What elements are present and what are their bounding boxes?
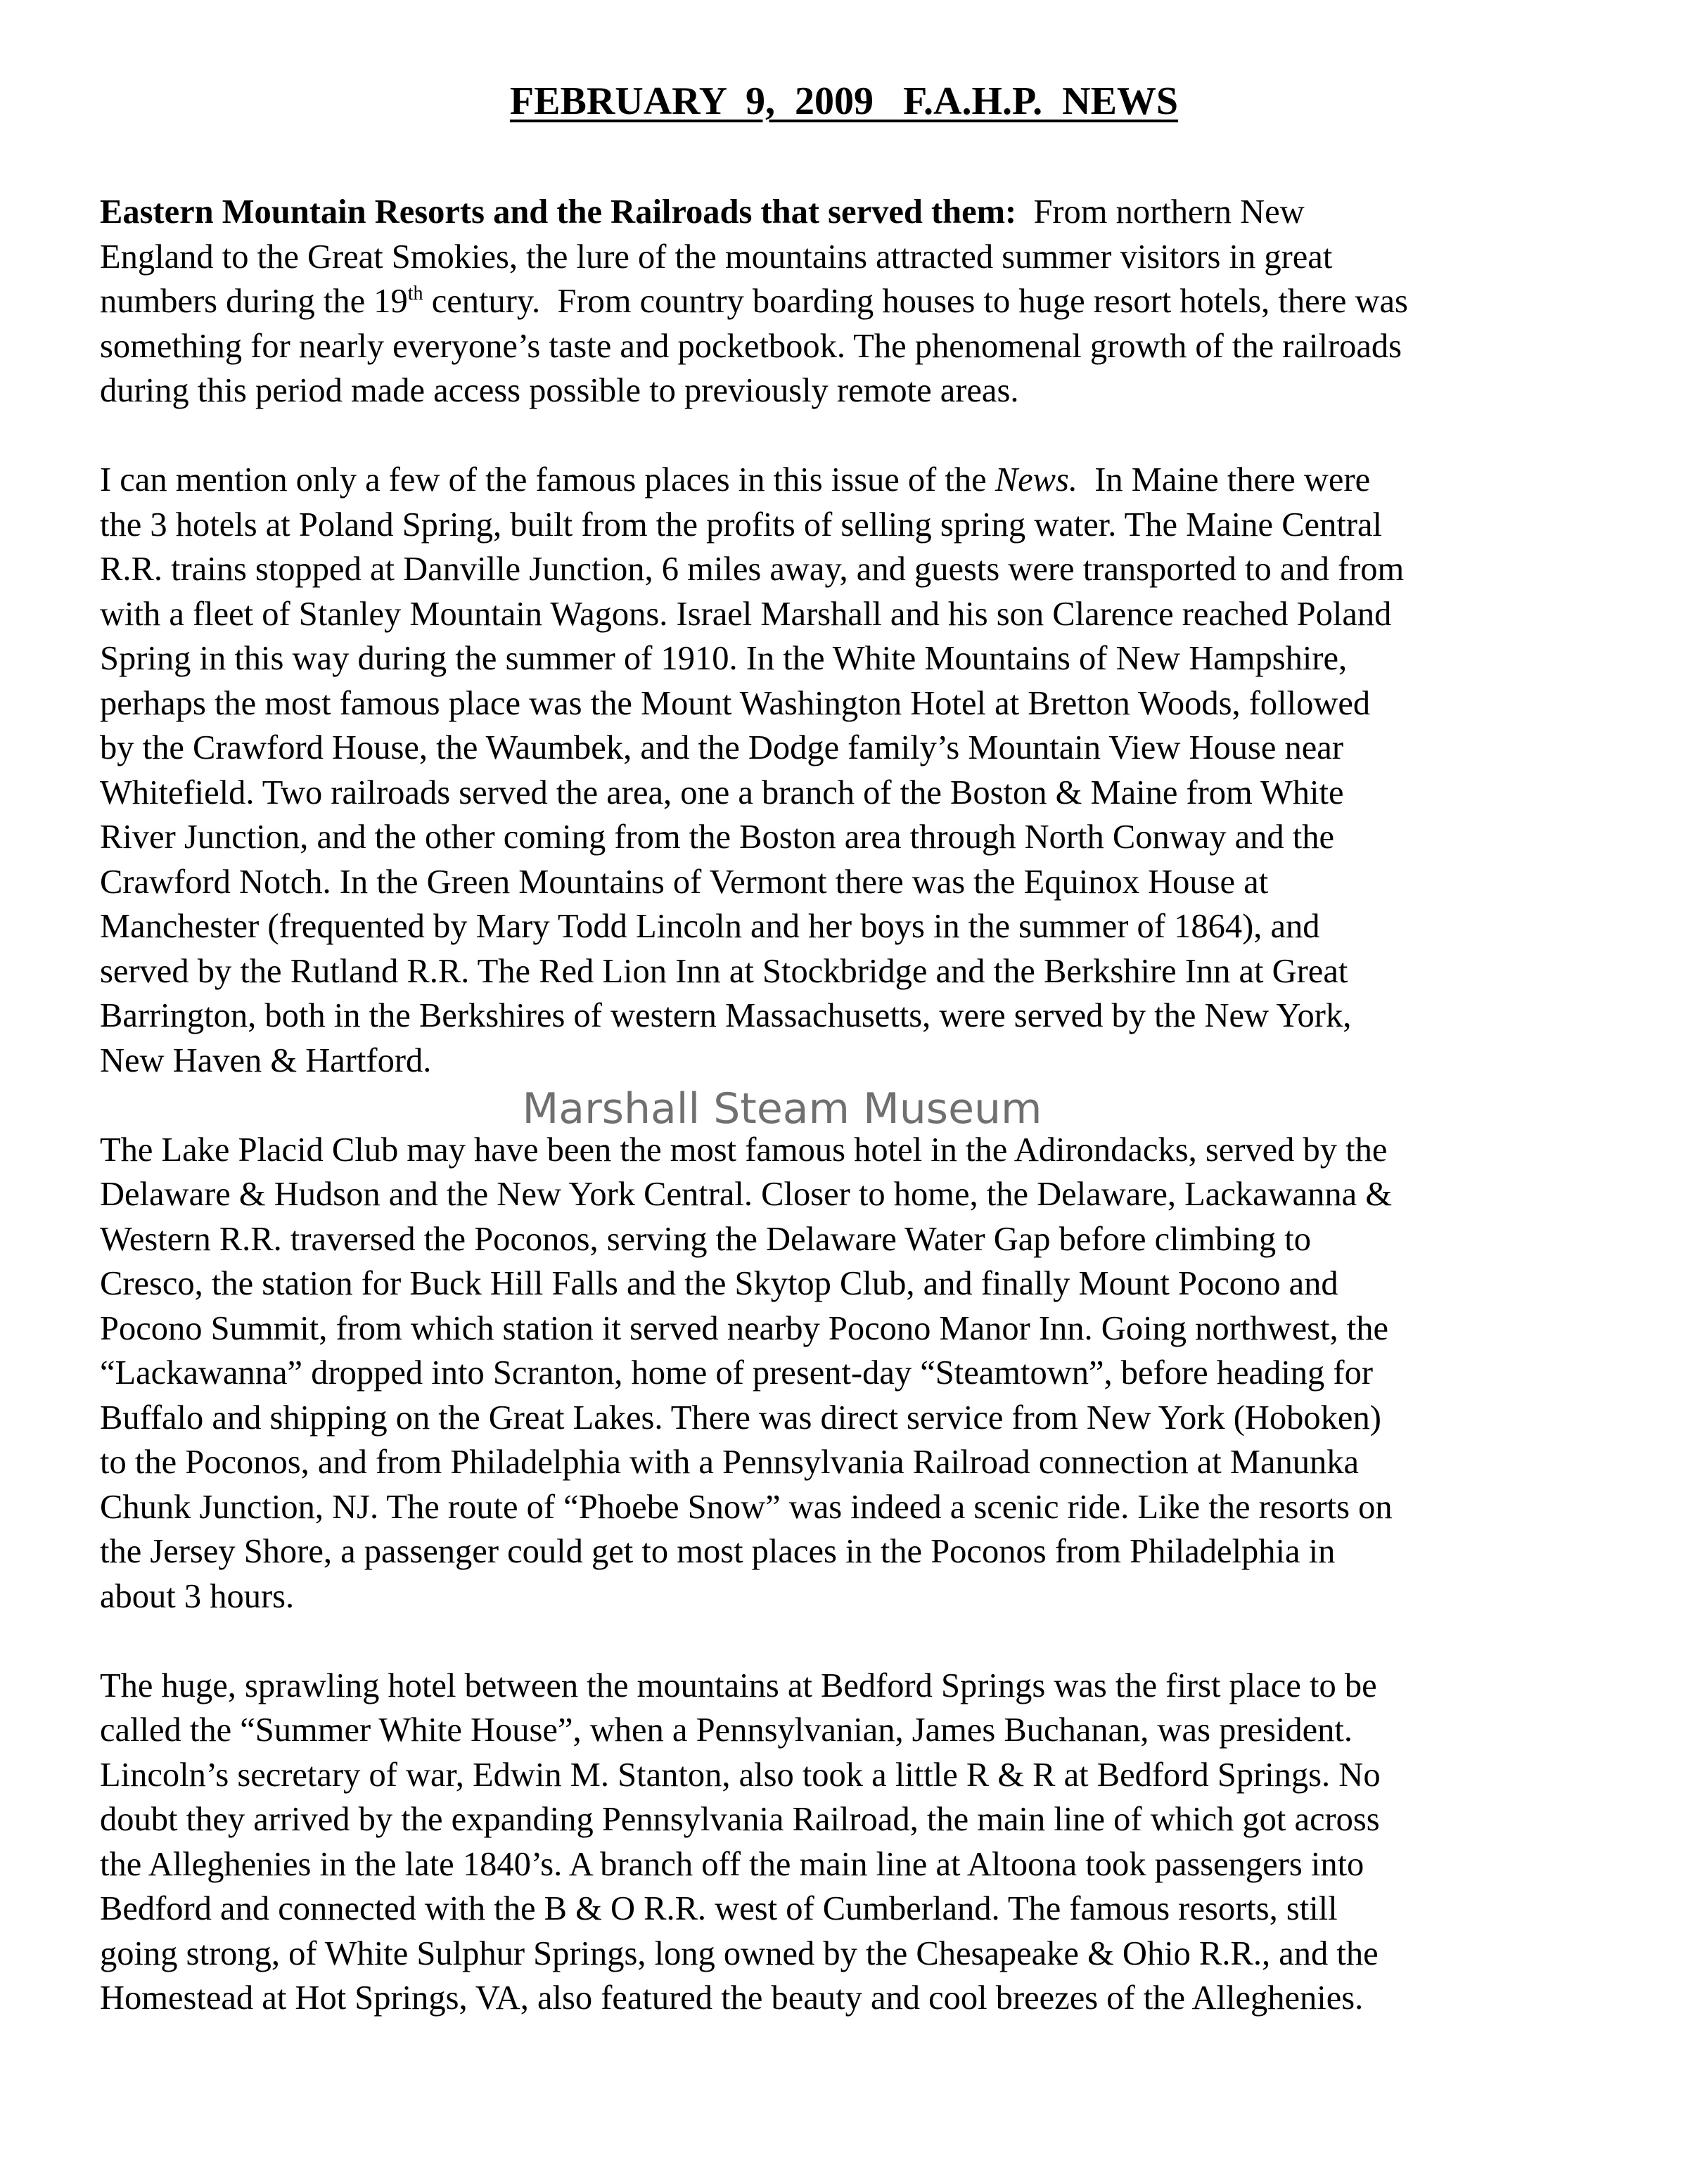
paragraph-line: Pocono Summit, from which station it served nearby Pocono Manor Inn. Going northwest, the — [100, 1309, 1388, 1347]
paragraph-line: Lincoln’s secretary of war, Edwin M. Stanton, also took a little R & R at Bedford Springs. No — [100, 1756, 1381, 1794]
paragraph-line — [100, 279, 1598, 324]
paragraph-line: Barrington, both in the Berkshires of western Massachusetts, were served by the New York, — [100, 997, 1352, 1034]
paragraph-line: R.R. trains stopped at Danville Junction, 6 miles away, and guests were transported to and from — [100, 551, 1405, 588]
paragraph-line: England to the Great Smokies, the lure of the mountains attracted summer visitors in great — [100, 238, 1333, 276]
paragraph-line: Manchester (frequented by Mary Todd Lincoln and her boys in the summer of 1864), and — [100, 908, 1320, 945]
paragraph-bedford-springs — [100, 1664, 1598, 2021]
paragraph-line — [100, 190, 1598, 235]
paragraph-new-england — [100, 458, 1598, 1083]
paragraph-intro — [100, 190, 1598, 413]
paragraph-line: perhaps the most famous place was the Mount Washington Hotel at Bretton Woods, followed — [100, 684, 1371, 722]
paragraph-line: to the Poconos, and from Philadelphia with a Pennsylvania Railroad connection at Manunka — [100, 1444, 1360, 1481]
paragraph-line: New Haven & Hartford. — [100, 1041, 432, 1079]
paragraph-line: called the “Summer White House”, when a Pennsylvanian, James Buchanan, was president. — [100, 1711, 1353, 1749]
paragraph-line: The Lake Placid Club may have been the most famous hotel in the Adirondacks, served by the — [100, 1131, 1388, 1169]
paragraph-line: Spring in this way during the summer of 1910. In the White Mountains of New Hampshire, — [100, 640, 1348, 677]
paragraph-line — [100, 458, 1598, 503]
paragraph-text: century. From country boarding houses to huge resort hotels, there was — [423, 283, 1408, 320]
paragraph-line: Crawford Notch. In the Green Mountains of Vermont there was the Equinox House at — [100, 863, 1269, 901]
paragraph-line: Western R.R. traversed the Poconos, serving the Delaware Water Gap before climbing to — [100, 1220, 1311, 1258]
watermark-text: Marshall Steam Museum — [522, 1084, 1042, 1133]
paragraph-text: I can mention only a few of the famous places in this issue of the — [100, 461, 995, 499]
paragraph-line: The huge, sprawling hotel between the mountains at Bedford Springs was the first place to be — [100, 1666, 1377, 1704]
page-title-text: FEBRUARY 9, 2009 F.A.H.P. NEWS — [509, 79, 1179, 123]
section-heading: Eastern Mountain Resorts and the Railroads that served them: — [100, 193, 1017, 231]
paragraph-line: Bedford and connected with the B & O R.R. west of Cumberland. The famous resorts, still — [100, 1890, 1338, 1927]
paragraph-line: Homestead at Hot Springs, VA, also featured the beauty and cool breezes of the Alleghenies. — [100, 1979, 1364, 2017]
publication-name: News. — [995, 461, 1078, 499]
paragraph-line: served by the Rutland R.R. The Red Lion Inn at Stockbridge and the Berkshire Inn at Great — [100, 952, 1348, 990]
paragraph-line: River Junction, and the other coming from the Boston area through North Conway and the — [100, 818, 1335, 856]
paragraph-line: Chunk Junction, NJ. The route of “Phoebe Snow” was indeed a scenic ride. Like the resorts on — [100, 1488, 1393, 1526]
paragraph-text: numbers during the 19 — [100, 283, 408, 320]
paragraph-line: something for nearly everyone’s taste and pocketbook. The phenomenal growth of the railroads — [100, 327, 1402, 365]
paragraph-line: Delaware & Hudson and the New York Central. Closer to home, the Delaware, Lackawanna & — [100, 1176, 1393, 1213]
paragraph-line: Cresco, the station for Buck Hill Falls and the Skytop Club, and finally Mount Pocono and — [100, 1265, 1338, 1302]
paragraph-adirondacks-poconos — [100, 1128, 1598, 1619]
superscript: th — [407, 283, 423, 304]
article-body — [100, 190, 1598, 2065]
paragraph-line: going strong, of White Sulphur Springs, long owned by the Chesapeake & Ohio R.R., and the — [100, 1934, 1379, 1972]
paragraph-line: the Alleghenies in the late 1840’s. A branch off the main line at Altoona took passengers into — [100, 1845, 1364, 1883]
paragraph-line: the Jersey Shore, a passenger could get to most places in the Poconos from Philadelphia in — [100, 1533, 1336, 1570]
paragraph-line: by the Crawford House, the Waumbek, and the Dodge family’s Mountain View House near — [100, 729, 1343, 766]
paragraph-line: the 3 hotels at Poland Spring, built from the profits of selling spring water. The Maine Central — [100, 506, 1382, 544]
page-title — [0, 76, 1688, 127]
paragraph-text: From northern New — [1016, 193, 1305, 231]
paragraph-line: Buffalo and shipping on the Great Lakes. There was direct service from New York (Hoboken) — [100, 1399, 1381, 1437]
paragraph-text: In Maine there were — [1078, 461, 1371, 499]
paragraph-line: with a fleet of Stanley Mountain Wagons. Israel Marshall and his son Clarence reached Poland — [100, 595, 1392, 633]
paragraph-line: about 3 hours. — [100, 1577, 295, 1615]
paragraph-line: doubt they arrived by the expanding Pennsylvania Railroad, the main line of which got across — [100, 1801, 1380, 1838]
paragraph-line: Whitefield. Two railroads served the area, one a branch of the Boston & Maine from White — [100, 773, 1344, 811]
paragraph-line: “Lackawanna” dropped into Scranton, home of present-day “Steamtown”, before heading for — [100, 1354, 1373, 1392]
watermark — [100, 1083, 1598, 1133]
paragraph-line: during this period made access possible to previously remote areas. — [100, 372, 1019, 409]
